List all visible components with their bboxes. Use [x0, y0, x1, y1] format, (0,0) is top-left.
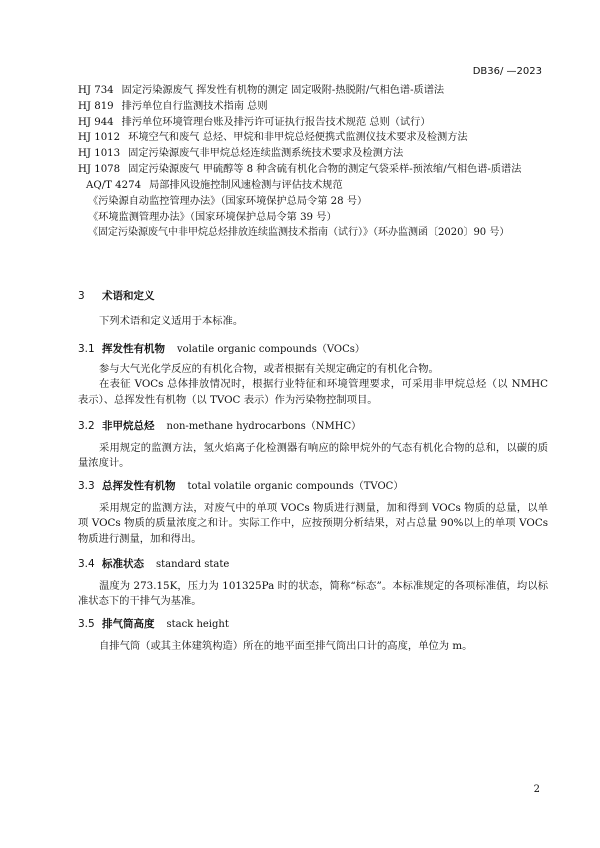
- reference-item: HJ 819 排污单位自行监测技术指南 总则: [78, 100, 268, 112]
- reference-item: HJ 1013 固定污染源废气非甲烷总烃连续监测系统技术要求及检测方法: [78, 148, 404, 160]
- reference-item: AQ/T 4274 局部排风设施控制风速检测与评估技术规范: [86, 179, 343, 191]
- page-number: 2: [533, 784, 540, 795]
- term-3-1: 3.1 挥发性有机物 volatile organic compounds（VOCs） 参与大气光化学反应的有机化合物，或者根据有关规定确定的有机化合物。 在表征 VOCs 总体排放情况时，根据行业特征和环境管理要求，可采用非甲烷总烃（以 NMHC 表示）、总挥发性有机物（以 TVOC 表示）作为污染物控制项目。: [78, 343, 548, 407]
- reference-item: HJ 734 固定污染源废气 挥发性有机物的测定 固定吸附-热脱附/气相色谱-质谱法: [78, 85, 445, 96]
- regulation-item: 《固定污染源废气中非甲烷总烃排放连续监测技术指南（试行）》（环办监测函〔2020〕90 号）: [88, 227, 510, 239]
- term-3-5: 3.5 排气筒高度 stack height 自排气筒（或其主体建筑构造）所在的地平面至排气筒出口计的高度，单位为 m。: [78, 618, 473, 652]
- reference-item: HJ 1078 固定污染源废气 甲硫醇等 8 种含硫有机化合物的测定气袋采样-预浓缩/气相色谱-质谱法: [78, 164, 522, 176]
- section-3-intro: 下列术语和定义适用于本标准。: [99, 315, 244, 327]
- term-3-3: 3.3 总挥发性有机物 total volatile organic compounds（TVOC） 采用规定的监测方法，对废气中的单项 VOCs 物质进行测量，加和得到 VOCs 物质的总量，以单项 VOCs 物质的质量浓度之和计。实际工作中，应按预期分析结果，对占总量 90%以上的单项 VOCs 物质进行测量，加和得出。: [78, 480, 548, 546]
- normative-references: [78, 83, 538, 241]
- reference-item: HJ 1012 环境空气和废气 总烃、甲烷和非甲烷总烃便携式监测仪技术要求及检测方法: [78, 132, 468, 144]
- reference-item: HJ 944 排污单位环境管理台账及排污许可证执行报告技术规范 总则（试行）: [78, 116, 431, 128]
- section-number: 3: [78, 290, 85, 302]
- term-3-2: 3.2 非甲烷总烃 non-methane hydrocarbons（NMHC） 采用规定的监测方法，氢火焰离子化检测器有响应的除甲烷外的气态有机化合物的总和，以碳的质量浓度计。: [78, 420, 548, 470]
- document-code: DB36/ —2023: [472, 66, 542, 77]
- term-3-4: 3.4 标准状态 standard state 温度为 273.15K，压力为 101325Pa 时的状态，简称“标态”。本标准规定的各项标准值，均以标准状态下的干排气为基准。: [78, 558, 548, 608]
- regulation-item: 《环境监测管理办法》（国家环境保护总局令第 39 号）: [88, 211, 337, 223]
- section-title: 术语和定义: [102, 290, 155, 302]
- regulation-item: 《污染源自动监控管理办法》（国家环境保护总局令第 28 号）: [88, 195, 368, 207]
- section-3-heading: [78, 288, 548, 304]
